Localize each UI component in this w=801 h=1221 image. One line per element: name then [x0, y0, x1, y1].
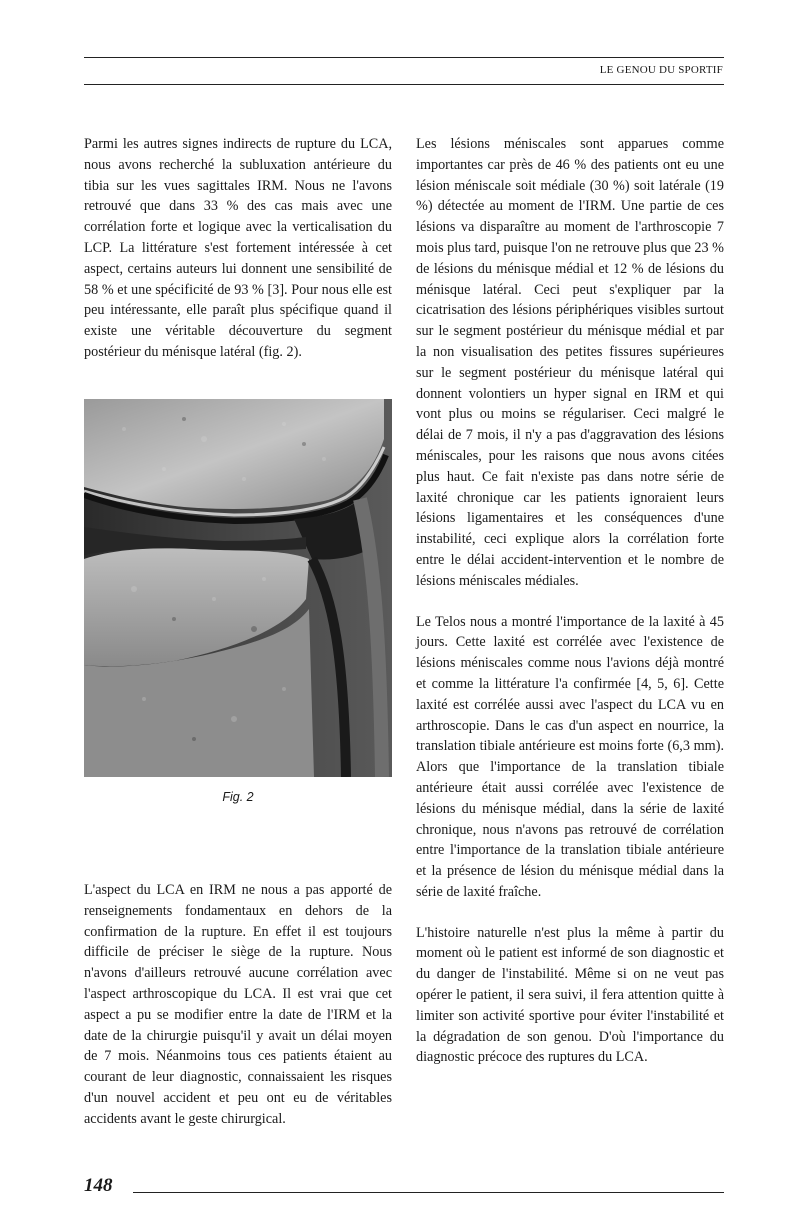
right-paragraph-1: Les lésions méniscales sont apparues comme importantes car près de 46 % des patients ont eu une lésion méniscale soit médiale (30 %) soit latérale (19 %) détectée au moment de l'IRM. Une partie de ces lésions va disparaître au moment de l'arthroscopie 7 mois plus tard, puisque l'on ne retrouve plus que 23 % de lésions du ménisque médial et 12 % de lésions du ménisque latéral. Ceci peut s'expliquer par la cicatrisation des lésions périphériques visibles surtout sur le segment postérieur du ménisque médial et par la non visualisation des petites fissures supérieures sur le segment postérieur du ménisque latéral qui donnent volontiers un hyper signal en IRM et qui vont plus ou moins se régulariser. Ceci malgré le délai de 7 mois, il n'y a pas d'aggravation des lésions méniscales, pour les raisons que nous avons citées plus haut. Ce fait n'existe pas dans notre série de laxité chronique car les patients ignoraient leurs lésions ligamentaires et les conséquences d'une instabilité, ceci explique alors la corrélation forte entre le délai accident-intervention et le nombre de lésions méniscales médiales. [416, 136, 724, 589]
figure-caption: Fig. 2 [222, 790, 254, 804]
running-head: LE GENOU DU SPORTIF [599, 64, 723, 76]
right-paragraph-2: Le Telos nous a montré l'importance de la laxité à 45 jours. Cette laxité est corrélée avec l'existence de lésions méniscales comme nous l'avions déjà montré et comme la littérature l'a confirmée [4, 5, 6]. Cette laxité est corrélée aussi avec l'aspect du LCA vu en arthroscopie. Dans le cas d'un aspect en nourrice, la translation tibiale antérieure est moins forte (6,3 mm). Alors que l'importance de la translation tibiale antérieure était aussi corrélée avec l'existence de lésions du ménisque médial, dans la série de laxité chronique, nous n'avons pas retrouvé de corrélation entre l'importance de la translation tibiale antérieure et la présence de lésion du ménisque médial dans la série de laxité fraîche. [416, 613, 724, 900]
left-paragraph-1: Parmi les autres signes indirects de rupture du LCA, nous avons recherché la subluxation antérieure du tibia sur les vues sagittales IRM. Nous ne l'avons retrouvé que dans 33 % des cas mais avec une corrélation forte et logique avec la verticalisation du LCP. La littérature s'est fortement intéressée à cet aspect, certains auteurs lui donnent une sensibilité de 58 % et une spécificité de 93 % [3]. Pour nous elle est peu intéressante, elle paraît plus spécifique quand il existe une véritable découverture du segment postérieur du ménisque latéral (fig. 2). [84, 136, 392, 360]
footer-rule [133, 1192, 724, 1193]
left-column-top [84, 134, 392, 363]
right-paragraph-3: L'histoire naturelle n'est plus la même à partir du moment où le patient est informé de son diagnostic et du danger de l'instabilité. Même si on ne veut pas opérer le patient, il sera suivi, il fera attention quitte à limiter son activité sportive pour éviter l'instabilité et la dégradation de son genou. D'où l'importance du diagnostic précoce des ruptures du LCA. [416, 924, 724, 1066]
top-rule [84, 57, 724, 58]
header-rule [84, 84, 724, 85]
mri-figure [84, 399, 392, 777]
left-column-bottom [84, 880, 392, 1130]
page-number: 148 [84, 1175, 113, 1196]
right-column [416, 134, 724, 1068]
left-paragraph-2: L'aspect du LCA en IRM ne nous a pas apporté de renseignements fondamentaux en dehors de la confirmation de la rupture. En effet il est toujours difficile de préciser le siège de la rupture. Nous n'avons d'ailleurs retrouvé aucune corrélation avec l'aspect arthroscopique du LCA. Il est vrai que cet aspect a pu se modifier entre la date de l'IRM et la date de la chirurgie puisqu'il y avait un délai moyen de 7 mois. Néanmoins tous ces patients étaient au courant de leur diagnostic, connaissaient les risques d'un nouvel accident et peu ont eu de véritables accidents avant le geste chirurgical. [84, 882, 392, 1127]
